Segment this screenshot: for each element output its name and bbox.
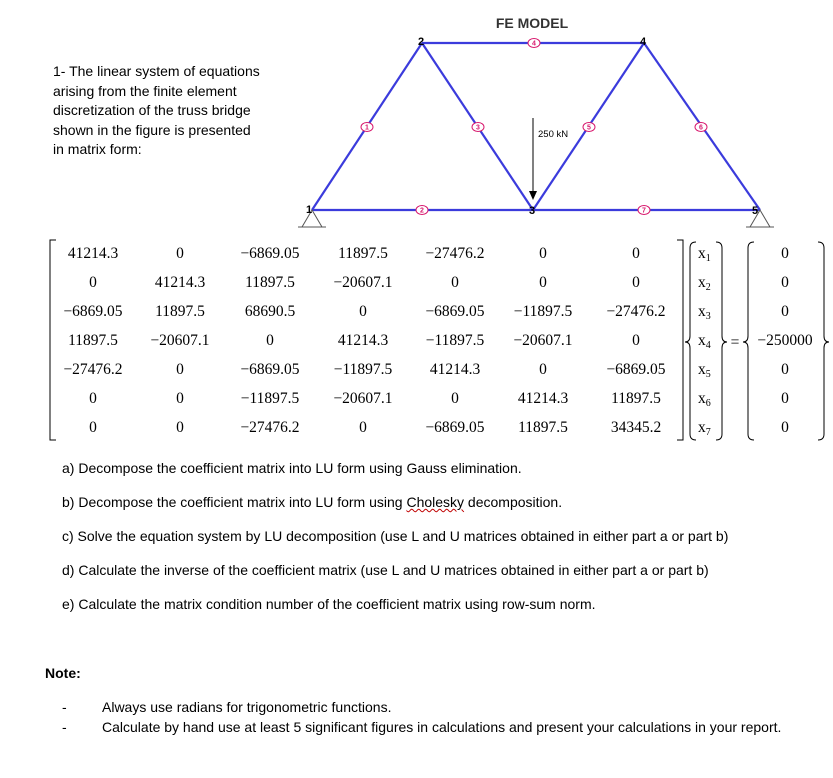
question-b-end: decomposition. bbox=[464, 494, 563, 510]
matrix-cell: −6869.05 bbox=[240, 361, 300, 378]
matrix-cell: 11897.5 bbox=[245, 274, 295, 291]
unknown-x bbox=[698, 419, 711, 438]
matrix-cell: −6869.05 bbox=[606, 361, 666, 378]
matrix-cell: −20607.1 bbox=[333, 390, 393, 407]
bullet-dash: - bbox=[62, 719, 67, 735]
matrix-cell: −20607.1 bbox=[150, 332, 210, 349]
note-item-text: Calculate by hand use at least 5 significant figures in calculations and present your calculations in your report. bbox=[102, 719, 782, 735]
unknown-vector bbox=[698, 245, 711, 438]
note-heading: Note: bbox=[45, 665, 81, 681]
matrix-cell: 0 bbox=[176, 245, 184, 262]
node-label: 5 bbox=[752, 205, 759, 217]
unknown-x bbox=[698, 245, 711, 264]
spelling-flag-word: Cholesky bbox=[406, 494, 465, 510]
note-list bbox=[62, 697, 782, 737]
svg-text:4: 4 bbox=[532, 40, 536, 48]
matrix-cell: −6869.05 bbox=[425, 303, 485, 320]
rhs-value: 0 bbox=[781, 303, 789, 320]
node-label: 1 bbox=[306, 204, 313, 216]
matrix-cell: 0 bbox=[89, 274, 97, 291]
matrix-cell: 11897.5 bbox=[338, 245, 388, 262]
matrix-cell: −6869.05 bbox=[63, 303, 123, 320]
unknown-subscript: 2 bbox=[705, 282, 711, 293]
rhs-value: −250000 bbox=[757, 332, 813, 349]
figure-title: FE MODEL bbox=[495, 15, 569, 31]
rhs-brace-right-icon bbox=[818, 242, 829, 440]
matrix-cell: −27476.2 bbox=[425, 245, 485, 262]
matrix-cell: 0 bbox=[539, 274, 547, 291]
note-item bbox=[62, 697, 782, 717]
unknown-symbol: x bbox=[698, 390, 706, 407]
unknown-symbol: x bbox=[698, 419, 706, 436]
matrix-cell: 0 bbox=[89, 419, 97, 436]
unknown-subscript: 5 bbox=[705, 369, 711, 380]
question-a: a) Decompose the coefficient matrix into LU form using Gauss elimination. bbox=[62, 460, 522, 476]
node-label: 3 bbox=[529, 205, 536, 217]
matrix-cell: −27476.2 bbox=[240, 419, 300, 436]
matrix-cell: 0 bbox=[539, 245, 547, 262]
matrix-cell: 0 bbox=[451, 274, 459, 291]
unknown-x bbox=[698, 390, 711, 409]
question-d: d) Calculate the inverse of the coefficient matrix (use L and U matrices obtained in either part a or part b) bbox=[62, 562, 709, 578]
matrix-cell: −11897.5 bbox=[425, 332, 485, 349]
matrix-cell: 0 bbox=[632, 274, 640, 291]
unknown-subscript: 1 bbox=[705, 253, 711, 264]
matrix-cell: 0 bbox=[632, 245, 640, 262]
intro-line: 1- The linear system of equations bbox=[53, 63, 260, 79]
matrix-cell: −11897.5 bbox=[240, 390, 300, 407]
matrix-cell: 11897.5 bbox=[611, 390, 661, 407]
svg-text:6: 6 bbox=[699, 124, 703, 132]
svg-text:1: 1 bbox=[365, 124, 369, 132]
matrix-bracket-right-icon bbox=[677, 240, 683, 440]
rhs-value: 0 bbox=[781, 274, 789, 291]
matrix-cell: 0 bbox=[451, 390, 459, 407]
rhs-value: 0 bbox=[781, 361, 789, 378]
unknown-x bbox=[698, 303, 711, 322]
matrix-cell: 0 bbox=[176, 361, 184, 378]
matrix-cell: −20607.1 bbox=[333, 274, 393, 291]
intro-line: in matrix form: bbox=[53, 141, 142, 157]
rhs-vector bbox=[757, 245, 812, 436]
unknown-x bbox=[698, 332, 711, 351]
unknown-subscript: 3 bbox=[705, 311, 711, 322]
question-b bbox=[62, 494, 562, 510]
unknown-subscript: 6 bbox=[705, 398, 711, 409]
matrix-cell: −20607.1 bbox=[513, 332, 573, 349]
matrix-cell: 0 bbox=[89, 390, 97, 407]
note-item-text: Always use radians for trigonometric functions. bbox=[102, 699, 392, 715]
svg-text:3: 3 bbox=[476, 124, 480, 132]
matrix-bracket-left-icon bbox=[50, 240, 56, 440]
matrix-cell: −27476.2 bbox=[63, 361, 123, 378]
unknown-subscript: 7 bbox=[705, 427, 711, 438]
matrix-cell: 0 bbox=[539, 361, 547, 378]
note-item bbox=[62, 717, 782, 737]
matrix-cell: 41214.3 bbox=[337, 332, 389, 349]
unknown-symbol: x bbox=[698, 245, 706, 262]
unknown-symbol: x bbox=[698, 274, 706, 291]
unknown-x bbox=[698, 274, 711, 293]
bullet-dash: - bbox=[62, 699, 67, 715]
matrix-cell: −11897.5 bbox=[513, 303, 573, 320]
matrix-cell: 0 bbox=[359, 303, 367, 320]
unknown-symbol: x bbox=[698, 303, 706, 320]
matrix-cell: −6869.05 bbox=[425, 419, 485, 436]
matrix-cell: 11897.5 bbox=[155, 303, 205, 320]
question-c: c) Solve the equation system by LU decomposition (use L and U matrices obtained in either part a or part b) bbox=[62, 528, 729, 544]
vector-brace-right-icon bbox=[716, 242, 727, 440]
svg-text:2: 2 bbox=[420, 207, 424, 215]
rhs-value: 0 bbox=[781, 419, 789, 436]
matrix-cell: −27476.2 bbox=[606, 303, 666, 320]
matrix-cell: 0 bbox=[176, 390, 184, 407]
matrix-cell: 34345.2 bbox=[610, 419, 662, 436]
svg-text:5: 5 bbox=[587, 124, 591, 132]
matrix-cell: 41214.3 bbox=[429, 361, 481, 378]
matrix-cell: 0 bbox=[266, 332, 274, 349]
intro-line: shown in the figure is presented bbox=[53, 121, 251, 138]
unknown-symbol: x bbox=[698, 332, 706, 349]
unknown-x bbox=[698, 361, 711, 380]
node-label: 4 bbox=[640, 36, 647, 48]
equals-sign: = bbox=[730, 334, 740, 351]
matrix-cell: 41214.3 bbox=[517, 390, 569, 407]
matrix-cell: −11897.5 bbox=[333, 361, 393, 378]
rhs-value: 0 bbox=[781, 390, 789, 407]
matrix-cell: 68690.5 bbox=[244, 303, 296, 320]
load-label: 250 kN bbox=[538, 129, 569, 140]
question-b-text: b) Decompose the coefficient matrix into LU form using bbox=[62, 494, 407, 510]
matrix-cell: 11897.5 bbox=[518, 419, 568, 436]
rhs-brace-left-icon bbox=[743, 242, 754, 440]
svg-text:7: 7 bbox=[642, 207, 646, 215]
node-label: 2 bbox=[418, 36, 425, 48]
matrix-cell: 41214.3 bbox=[154, 274, 206, 291]
vector-brace-left-icon bbox=[685, 242, 696, 440]
unknown-subscript: 4 bbox=[705, 340, 711, 351]
intro-line: arising from the finite element bbox=[53, 82, 237, 99]
matrix-cell: 0 bbox=[632, 332, 640, 349]
matrix-cells bbox=[63, 245, 665, 436]
matrix-cell: 0 bbox=[359, 419, 367, 436]
unknown-symbol: x bbox=[698, 361, 706, 378]
matrix-cell: 11897.5 bbox=[68, 332, 118, 349]
rhs-value: 0 bbox=[781, 245, 789, 262]
question-e: e) Calculate the matrix condition number of the coefficient matrix using row-sum norm. bbox=[62, 596, 596, 612]
matrix-cell: 41214.3 bbox=[67, 245, 119, 262]
intro-line: discretization of the truss bridge bbox=[53, 102, 251, 118]
matrix-cell: 0 bbox=[176, 419, 184, 436]
matrix-cell: −6869.05 bbox=[240, 245, 300, 262]
